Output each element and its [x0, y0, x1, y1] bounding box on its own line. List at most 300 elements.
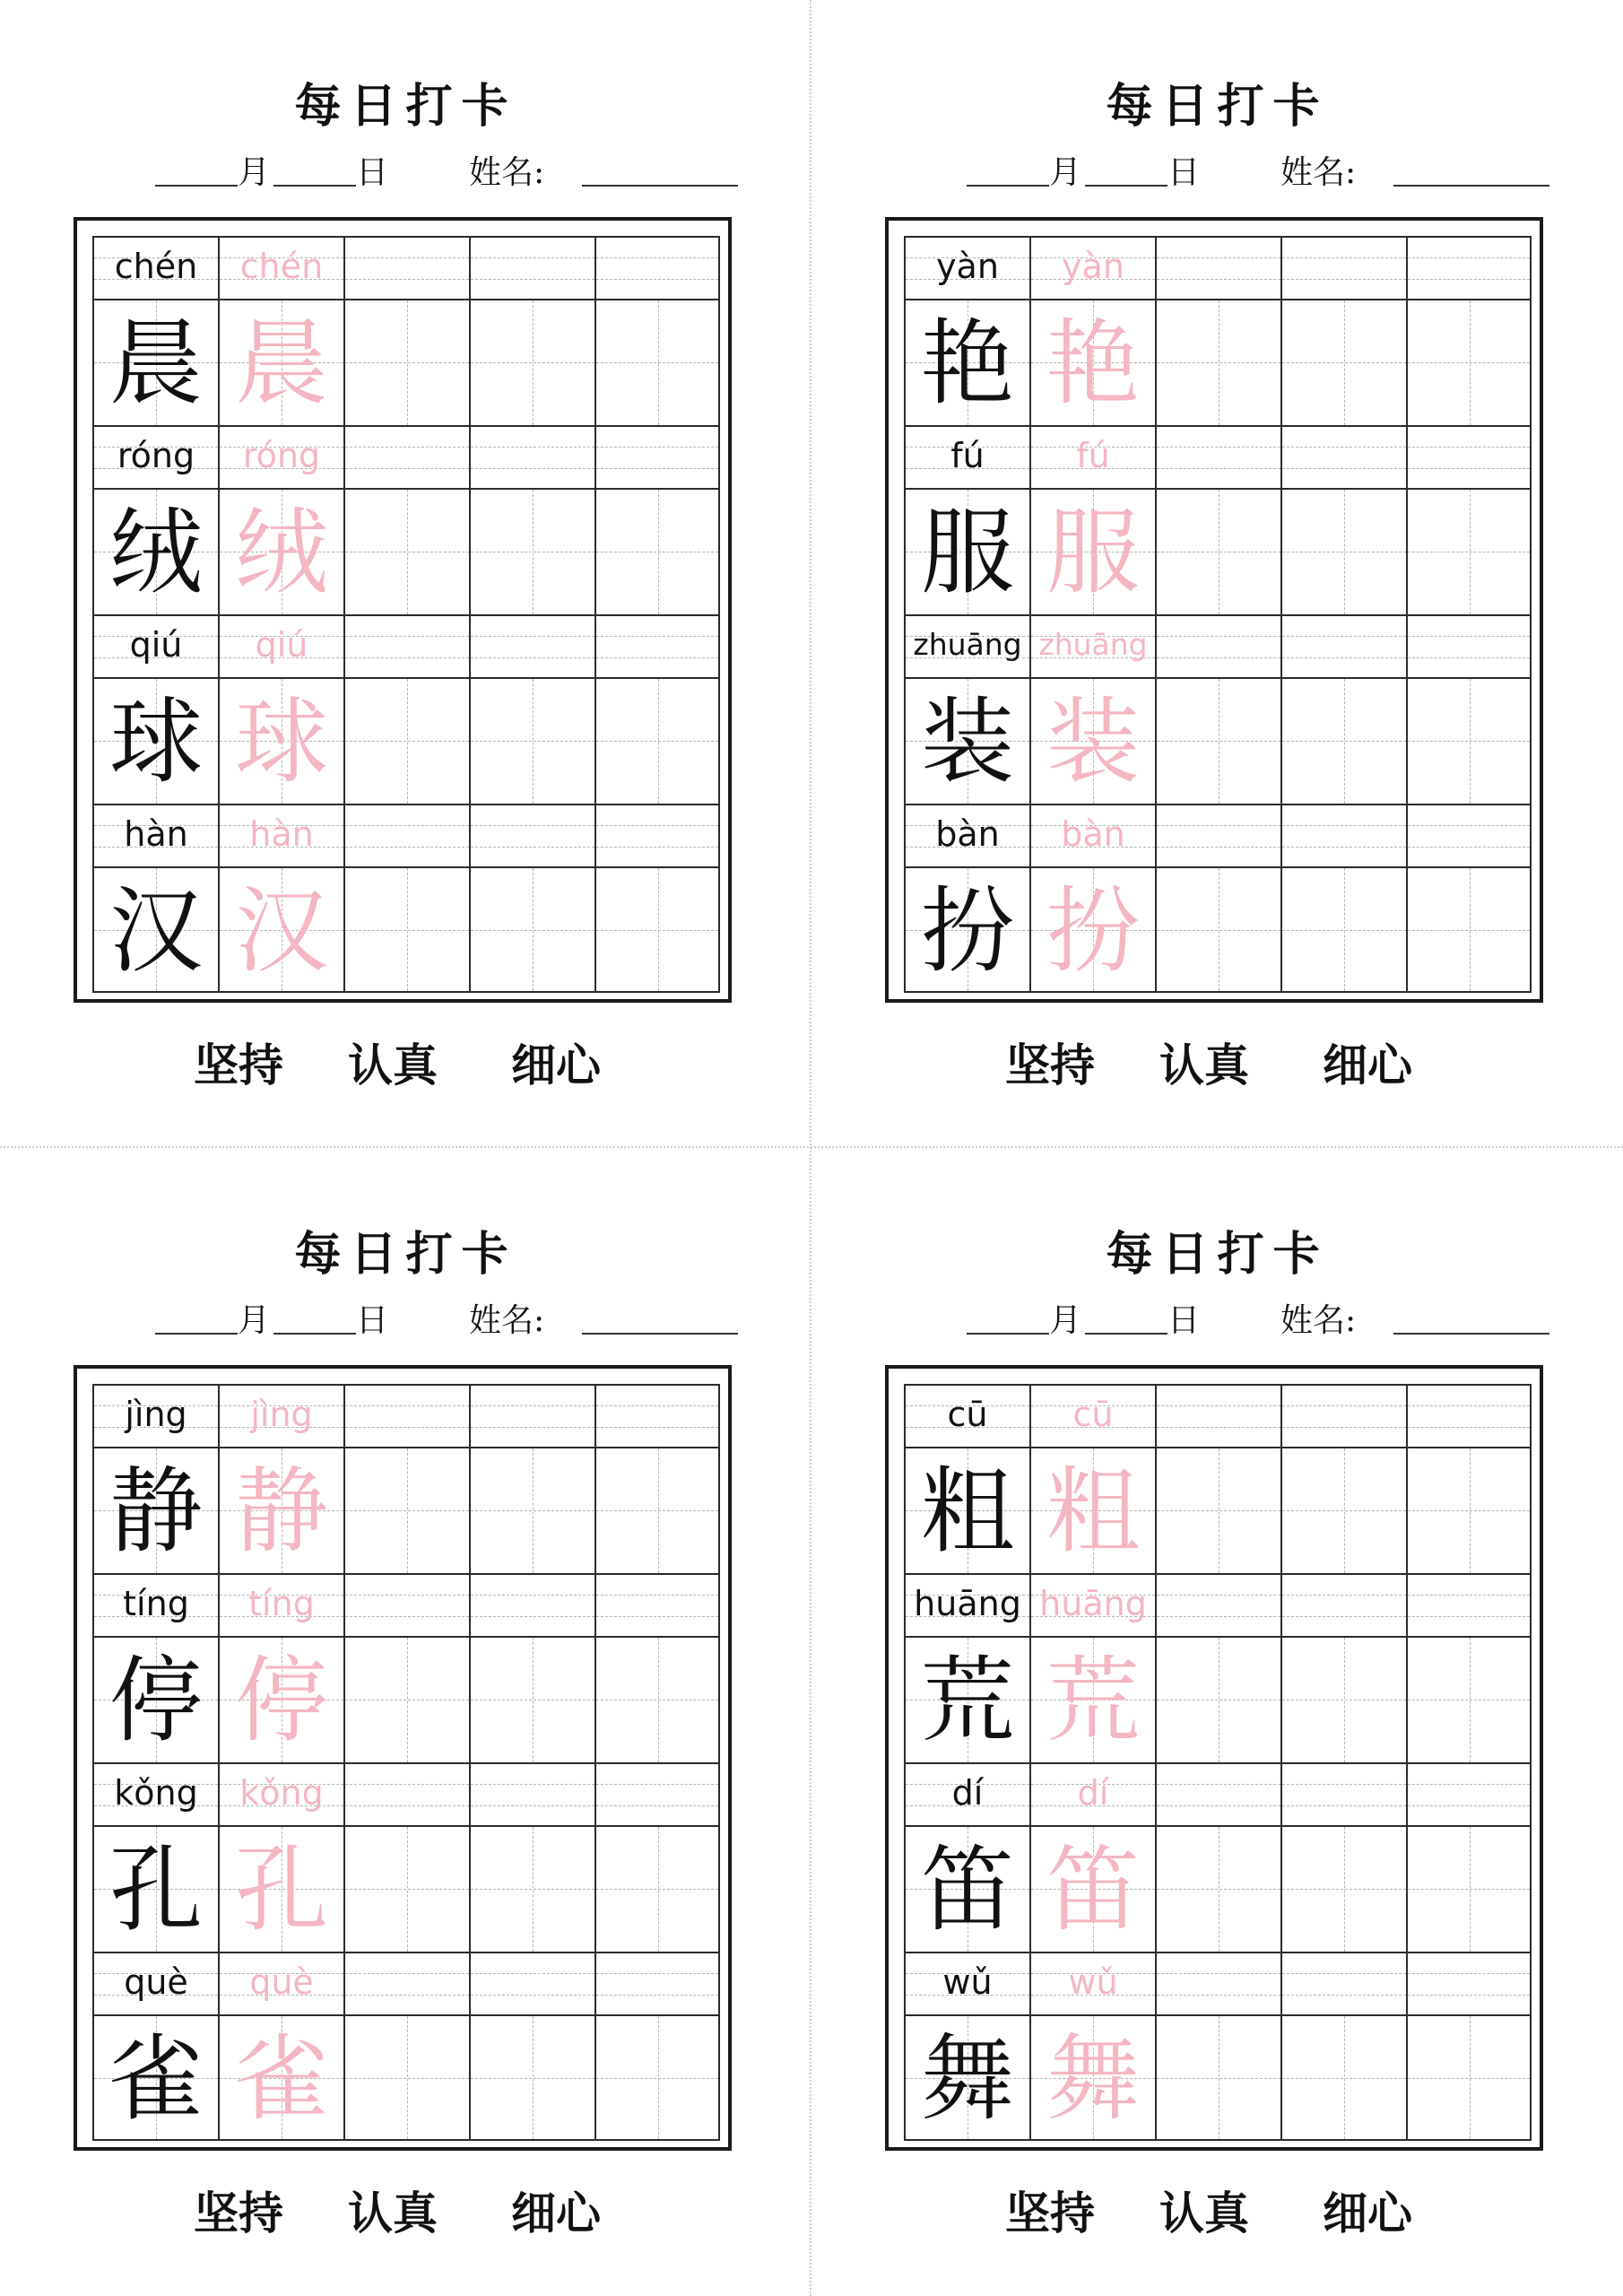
pinyin-cell[interactable]	[1406, 1952, 1532, 2014]
guide-line	[1408, 279, 1530, 280]
tian-zi-cell[interactable]	[343, 2014, 469, 2141]
tian-zi-cell	[1029, 1636, 1155, 1762]
guide-line	[596, 1805, 718, 1806]
center-guide-horizontal	[1157, 2078, 1280, 2079]
pinyin-cell[interactable]	[469, 236, 595, 299]
month-input[interactable]	[967, 145, 1049, 187]
motto-word: 细心	[1323, 2187, 1412, 2239]
tian-zi-cell[interactable]	[1155, 1636, 1280, 1762]
tian-zi-cell	[904, 488, 1029, 614]
trace-character: 装	[1046, 687, 1140, 796]
pinyin-cell	[1029, 804, 1155, 866]
tian-zi-cell[interactable]	[469, 866, 595, 993]
practice-card	[812, 1148, 1623, 2296]
center-guide-horizontal	[1408, 2078, 1530, 2079]
guide-line	[345, 657, 469, 658]
guide-line	[1282, 1595, 1406, 1596]
pinyin-trace-text: yàn	[1062, 247, 1124, 286]
guide-line	[596, 1784, 718, 1785]
tian-zi-cell	[904, 2014, 1029, 2141]
trace-character: 球	[234, 687, 328, 796]
pinyin-trace-text: bàn	[1061, 814, 1125, 854]
guide-line	[1282, 825, 1406, 826]
tian-zi-cell	[904, 1447, 1029, 1573]
pinyin-cell[interactable]	[1280, 804, 1406, 866]
tian-zi-cell[interactable]	[1280, 1447, 1406, 1573]
center-guide-horizontal	[1157, 1510, 1280, 1511]
name-input[interactable]	[1393, 1293, 1549, 1335]
day-input[interactable]	[1085, 145, 1167, 187]
center-guide-horizontal	[471, 1889, 595, 1890]
model-character: 艳	[920, 309, 1014, 418]
pinyin-cell	[218, 1762, 343, 1825]
tian-zi-cell[interactable]	[1280, 299, 1406, 425]
month-input[interactable]	[155, 145, 238, 187]
day-input[interactable]	[273, 145, 356, 187]
center-guide-horizontal	[596, 1510, 718, 1511]
tian-zi-cell[interactable]	[343, 1636, 469, 1762]
tian-zi-cell	[92, 488, 218, 614]
model-character: 笛	[920, 1835, 1014, 1944]
guide-line	[596, 1616, 718, 1617]
pinyin-cell[interactable]	[1155, 614, 1280, 677]
tian-zi-cell	[218, 1447, 343, 1573]
pinyin-cell[interactable]	[1155, 236, 1280, 299]
tian-zi-cell[interactable]	[1280, 866, 1406, 993]
motto-footer	[812, 2178, 1623, 2240]
name-input[interactable]	[582, 145, 738, 187]
pinyin-trace-text: cū	[1072, 1395, 1114, 1434]
guide-line	[1282, 1405, 1406, 1406]
day-input[interactable]	[273, 1293, 356, 1335]
name-input[interactable]	[582, 1293, 738, 1335]
tian-zi-cell[interactable]	[1280, 2014, 1406, 2141]
tian-zi-cell[interactable]	[1155, 488, 1280, 614]
guide-line	[345, 1405, 469, 1406]
guide-line	[596, 257, 718, 258]
tian-zi-cell[interactable]	[1280, 677, 1406, 804]
pinyin-cell	[92, 1952, 218, 2014]
tian-zi-cell[interactable]	[1406, 677, 1532, 804]
center-guide-horizontal	[1282, 2078, 1406, 2079]
tian-zi-cell[interactable]	[469, 2014, 595, 2141]
pinyin-cell[interactable]	[469, 1573, 595, 1636]
pinyin-cell[interactable]	[595, 1762, 720, 1825]
tian-zi-cell[interactable]	[1406, 299, 1532, 425]
tian-zi-cell[interactable]	[595, 299, 720, 425]
pinyin-cell	[904, 1952, 1029, 2014]
pinyin-cell	[904, 804, 1029, 866]
tian-zi-cell[interactable]	[1155, 2014, 1280, 2141]
pinyin-cell[interactable]	[1406, 614, 1532, 677]
tian-zi-cell[interactable]	[343, 488, 469, 614]
pinyin-cell[interactable]	[1155, 1573, 1280, 1636]
pinyin-cell[interactable]	[595, 1952, 720, 2014]
pinyin-cell[interactable]	[1155, 1952, 1280, 2014]
tian-zi-cell[interactable]	[469, 488, 595, 614]
pinyin-cell[interactable]	[343, 1573, 469, 1636]
tian-zi-cell	[218, 1636, 343, 1762]
motto-word: 坚持	[194, 1039, 283, 1091]
guide-line	[1157, 847, 1280, 848]
pinyin-cell[interactable]	[469, 425, 595, 488]
pinyin-row	[904, 425, 1532, 488]
guide-line	[596, 636, 718, 637]
tian-zi-cell	[904, 866, 1029, 993]
tian-zi-cell[interactable]	[1406, 1636, 1532, 1762]
tian-zi-cell	[92, 2014, 218, 2141]
guide-line	[345, 447, 469, 448]
pinyin-cell[interactable]	[1280, 1762, 1406, 1825]
guide-line	[596, 468, 718, 469]
guide-line	[345, 1616, 469, 1617]
pinyin-row	[92, 1573, 720, 1636]
character-row	[92, 677, 720, 804]
guide-line	[471, 847, 595, 848]
tian-zi-cell[interactable]	[469, 299, 595, 425]
trace-character: 绒	[234, 498, 328, 607]
pinyin-row	[904, 1384, 1532, 1447]
pinyin-cell[interactable]	[343, 1762, 469, 1825]
tian-zi-cell[interactable]	[469, 677, 595, 804]
pinyin-cell[interactable]	[1406, 425, 1532, 488]
month-input[interactable]	[155, 1293, 238, 1335]
tian-zi-cell[interactable]	[595, 1825, 720, 1952]
writing-grid-frame	[74, 217, 732, 1003]
tian-zi-cell[interactable]	[343, 1825, 469, 1952]
pinyin-text: chén	[114, 247, 198, 286]
guide-line	[1408, 1784, 1530, 1785]
tian-zi-cell	[218, 1825, 343, 1952]
pinyin-cell[interactable]	[1280, 1952, 1406, 2014]
tian-zi-cell[interactable]	[343, 866, 469, 993]
tian-zi-cell[interactable]	[595, 1447, 720, 1573]
pinyin-row	[904, 1573, 1532, 1636]
center-guide-horizontal	[471, 930, 595, 931]
pinyin-cell	[92, 804, 218, 866]
guide-line	[1408, 257, 1530, 258]
tian-zi-cell	[218, 299, 343, 425]
writing-grid-frame	[885, 217, 1543, 1003]
model-character: 停	[108, 1646, 203, 1755]
guide-line	[1408, 657, 1530, 658]
character-row	[904, 1825, 1532, 1952]
pinyin-text: yàn	[936, 247, 999, 286]
guide-line	[1408, 1595, 1530, 1596]
guide-line	[1157, 657, 1280, 658]
pinyin-cell	[218, 236, 343, 299]
pinyin-cell[interactable]	[343, 614, 469, 677]
motto-word: 坚持	[1005, 2187, 1095, 2239]
day-label: 日	[1167, 1302, 1201, 1339]
center-guide-horizontal	[1157, 1889, 1280, 1890]
center-guide-horizontal	[471, 741, 595, 742]
pinyin-cell[interactable]	[343, 425, 469, 488]
pinyin-row	[904, 1762, 1532, 1825]
pinyin-text: bàn	[935, 814, 1000, 854]
guide-line	[596, 447, 718, 448]
center-guide-horizontal	[345, 1889, 469, 1890]
pinyin-cell	[218, 425, 343, 488]
writing-grid	[92, 1384, 720, 2138]
pinyin-row	[904, 614, 1532, 677]
pinyin-cell[interactable]	[343, 1952, 469, 2014]
character-row	[904, 2014, 1532, 2141]
tian-zi-cell	[218, 677, 343, 804]
tian-zi-cell[interactable]	[595, 1636, 720, 1762]
guide-line	[345, 257, 469, 258]
name-label: 姓名:	[469, 154, 545, 191]
pinyin-cell[interactable]	[469, 1952, 595, 2014]
tian-zi-cell[interactable]	[1406, 1447, 1532, 1573]
pinyin-cell[interactable]	[1155, 804, 1280, 866]
pinyin-cell[interactable]	[469, 1384, 595, 1447]
motto-word: 认真	[1159, 1039, 1249, 1091]
tian-zi-cell	[904, 1636, 1029, 1762]
month-label: 月	[238, 154, 271, 191]
tian-zi-cell[interactable]	[1406, 2014, 1532, 2141]
day-label: 日	[1167, 154, 1201, 191]
motto-word: 坚持	[194, 2187, 283, 2239]
pinyin-trace-text: fú	[1076, 436, 1110, 475]
guide-line	[345, 847, 469, 848]
practice-card	[0, 1148, 812, 2296]
pinyin-cell	[92, 614, 218, 677]
guide-line	[1157, 1427, 1280, 1428]
tian-zi-cell[interactable]	[1155, 1447, 1280, 1573]
tian-zi-cell[interactable]	[595, 488, 720, 614]
guide-line	[1408, 1405, 1530, 1406]
guide-line	[1282, 447, 1406, 448]
writing-grid	[904, 236, 1532, 990]
tian-zi-cell[interactable]	[1280, 488, 1406, 614]
card-title: 每日打卡	[294, 79, 517, 134]
guide-line	[596, 1973, 718, 1974]
pinyin-cell[interactable]	[1406, 236, 1532, 299]
tian-zi-cell[interactable]	[469, 1636, 595, 1762]
guide-line	[596, 1595, 718, 1596]
guide-line	[1282, 1805, 1406, 1806]
guide-line	[471, 825, 595, 826]
character-row	[904, 866, 1532, 993]
card-title: 每日打卡	[294, 1227, 517, 1282]
pinyin-cell[interactable]	[1406, 1573, 1532, 1636]
pinyin-trace-text: róng	[242, 436, 321, 475]
pinyin-row	[92, 1384, 720, 1447]
center-guide-horizontal	[1408, 1510, 1530, 1511]
guide-line	[1157, 1784, 1280, 1785]
card-title: 每日打卡	[1106, 1227, 1329, 1282]
trace-character: 服	[1046, 498, 1140, 607]
tian-zi-cell[interactable]	[1280, 1825, 1406, 1952]
pinyin-cell[interactable]	[595, 1384, 720, 1447]
tian-zi-cell	[218, 488, 343, 614]
center-guide-horizontal	[1282, 930, 1406, 931]
guide-line	[471, 1973, 595, 1974]
character-row	[904, 677, 1532, 804]
pinyin-cell[interactable]	[469, 1762, 595, 1825]
guide-line	[471, 1784, 595, 1785]
pinyin-cell	[92, 1384, 218, 1447]
model-character: 舞	[920, 2024, 1014, 2134]
pinyin-cell[interactable]	[343, 804, 469, 866]
model-character: 服	[920, 498, 1014, 607]
pinyin-cell	[904, 1384, 1029, 1447]
trace-character: 晨	[234, 309, 328, 418]
center-guide-horizontal	[1282, 741, 1406, 742]
pinyin-text: què	[124, 1962, 188, 2002]
center-guide-horizontal	[345, 1510, 469, 1511]
tian-zi-cell	[92, 299, 218, 425]
pinyin-cell[interactable]	[595, 236, 720, 299]
pinyin-text: zhuāng	[913, 627, 1022, 662]
tian-zi-cell[interactable]	[1155, 677, 1280, 804]
guide-line	[1157, 468, 1280, 469]
tian-zi-cell[interactable]	[1406, 488, 1532, 614]
guide-line	[471, 1595, 595, 1596]
pinyin-cell[interactable]	[1155, 425, 1280, 488]
tian-zi-cell[interactable]	[343, 1447, 469, 1573]
pinyin-cell[interactable]	[595, 614, 720, 677]
tian-zi-cell[interactable]	[1155, 1825, 1280, 1952]
motto-word: 细心	[1323, 1039, 1412, 1091]
tian-zi-cell[interactable]	[1155, 866, 1280, 993]
pinyin-text: cū	[947, 1395, 988, 1434]
guide-line	[1157, 447, 1280, 448]
pinyin-row	[92, 614, 720, 677]
pinyin-cell[interactable]	[1280, 1384, 1406, 1447]
character-row	[92, 866, 720, 993]
pinyin-cell[interactable]	[595, 1573, 720, 1636]
pinyin-cell	[904, 236, 1029, 299]
tian-zi-cell[interactable]	[469, 1447, 595, 1573]
pinyin-cell[interactable]	[1280, 425, 1406, 488]
tian-zi-cell[interactable]	[1406, 1825, 1532, 1952]
pinyin-cell	[1029, 1573, 1155, 1636]
model-character: 静	[108, 1457, 203, 1566]
pinyin-row	[92, 425, 720, 488]
center-guide-horizontal	[596, 1889, 718, 1890]
pinyin-cell[interactable]	[343, 236, 469, 299]
guide-line	[345, 1595, 469, 1596]
tian-zi-cell[interactable]	[1155, 299, 1280, 425]
tian-zi-cell[interactable]	[595, 866, 720, 993]
tian-zi-cell[interactable]	[343, 299, 469, 425]
character-row	[904, 488, 1532, 614]
month-input[interactable]	[967, 1293, 1049, 1335]
tian-zi-cell	[218, 866, 343, 993]
pinyin-trace-text: què	[249, 1962, 314, 2002]
pinyin-cell[interactable]	[1280, 614, 1406, 677]
guide-line	[345, 1427, 469, 1428]
pinyin-cell[interactable]	[343, 1384, 469, 1447]
guide-line	[1408, 1805, 1530, 1806]
pinyin-cell[interactable]	[595, 425, 720, 488]
center-guide-horizontal	[1408, 930, 1530, 931]
guide-line	[1282, 279, 1406, 280]
model-character: 装	[920, 687, 1014, 796]
guide-line	[471, 1427, 595, 1428]
guide-line	[1282, 1973, 1406, 1974]
trace-character: 停	[234, 1646, 328, 1755]
motto-footer	[0, 2178, 812, 2240]
day-input[interactable]	[1085, 1293, 1167, 1335]
guide-line	[345, 636, 469, 637]
center-guide-horizontal	[596, 362, 718, 363]
guide-line	[1282, 468, 1406, 469]
tian-zi-cell[interactable]	[595, 2014, 720, 2141]
pinyin-cell[interactable]	[1406, 804, 1532, 866]
tian-zi-cell[interactable]	[343, 677, 469, 804]
tian-zi-cell[interactable]	[1280, 1636, 1406, 1762]
tian-zi-cell	[218, 2014, 343, 2141]
pinyin-cell[interactable]	[1280, 1573, 1406, 1636]
character-row	[92, 488, 720, 614]
pinyin-cell[interactable]	[1406, 1384, 1532, 1447]
pinyin-cell	[1029, 1952, 1155, 2014]
guide-line	[596, 825, 718, 826]
pinyin-cell[interactable]	[469, 804, 595, 866]
pinyin-text: hàn	[124, 814, 188, 854]
pinyin-trace-text: hàn	[249, 814, 314, 854]
guide-line	[345, 1995, 469, 1996]
center-guide-horizontal	[1282, 362, 1406, 363]
tian-zi-cell	[92, 1825, 218, 1952]
tian-zi-cell	[92, 677, 218, 804]
tian-zi-cell	[1029, 866, 1155, 993]
pinyin-cell[interactable]	[1406, 1762, 1532, 1825]
center-guide-horizontal	[596, 930, 718, 931]
pinyin-cell[interactable]	[595, 804, 720, 866]
day-label: 日	[356, 154, 389, 191]
center-guide-horizontal	[596, 2078, 718, 2079]
character-row	[92, 299, 720, 425]
center-guide-horizontal	[1408, 362, 1530, 363]
day-label: 日	[356, 1302, 389, 1339]
guide-line	[1157, 636, 1280, 637]
name-input[interactable]	[1393, 145, 1549, 187]
center-guide-horizontal	[1157, 362, 1280, 363]
tian-zi-cell[interactable]	[469, 1825, 595, 1952]
trace-character: 舞	[1046, 2024, 1140, 2134]
trace-character: 粗	[1046, 1457, 1140, 1566]
center-guide-horizontal	[1408, 1889, 1530, 1890]
pinyin-cell	[904, 425, 1029, 488]
guide-line	[1408, 1427, 1530, 1428]
guide-line	[1157, 1973, 1280, 1974]
trace-character: 笛	[1046, 1835, 1140, 1944]
pinyin-cell[interactable]	[1280, 236, 1406, 299]
trace-character: 荒	[1046, 1646, 1140, 1755]
guide-line	[471, 468, 595, 469]
pinyin-cell[interactable]	[1155, 1762, 1280, 1825]
motto-footer	[812, 1030, 1623, 1092]
guide-line	[1282, 1995, 1406, 1996]
pinyin-row	[904, 236, 1532, 299]
date-name-line	[155, 1293, 747, 1338]
tian-zi-cell[interactable]	[595, 677, 720, 804]
pinyin-cell	[218, 1384, 343, 1447]
tian-zi-cell	[1029, 2014, 1155, 2141]
pinyin-trace-text: tíng	[248, 1584, 315, 1623]
pinyin-cell[interactable]	[469, 614, 595, 677]
center-guide-horizontal	[596, 741, 718, 742]
date-name-line	[967, 1293, 1558, 1338]
tian-zi-cell[interactable]	[1406, 866, 1532, 993]
pinyin-text: tíng	[123, 1584, 189, 1623]
pinyin-cell[interactable]	[1155, 1384, 1280, 1447]
pinyin-cell	[218, 1952, 343, 2014]
